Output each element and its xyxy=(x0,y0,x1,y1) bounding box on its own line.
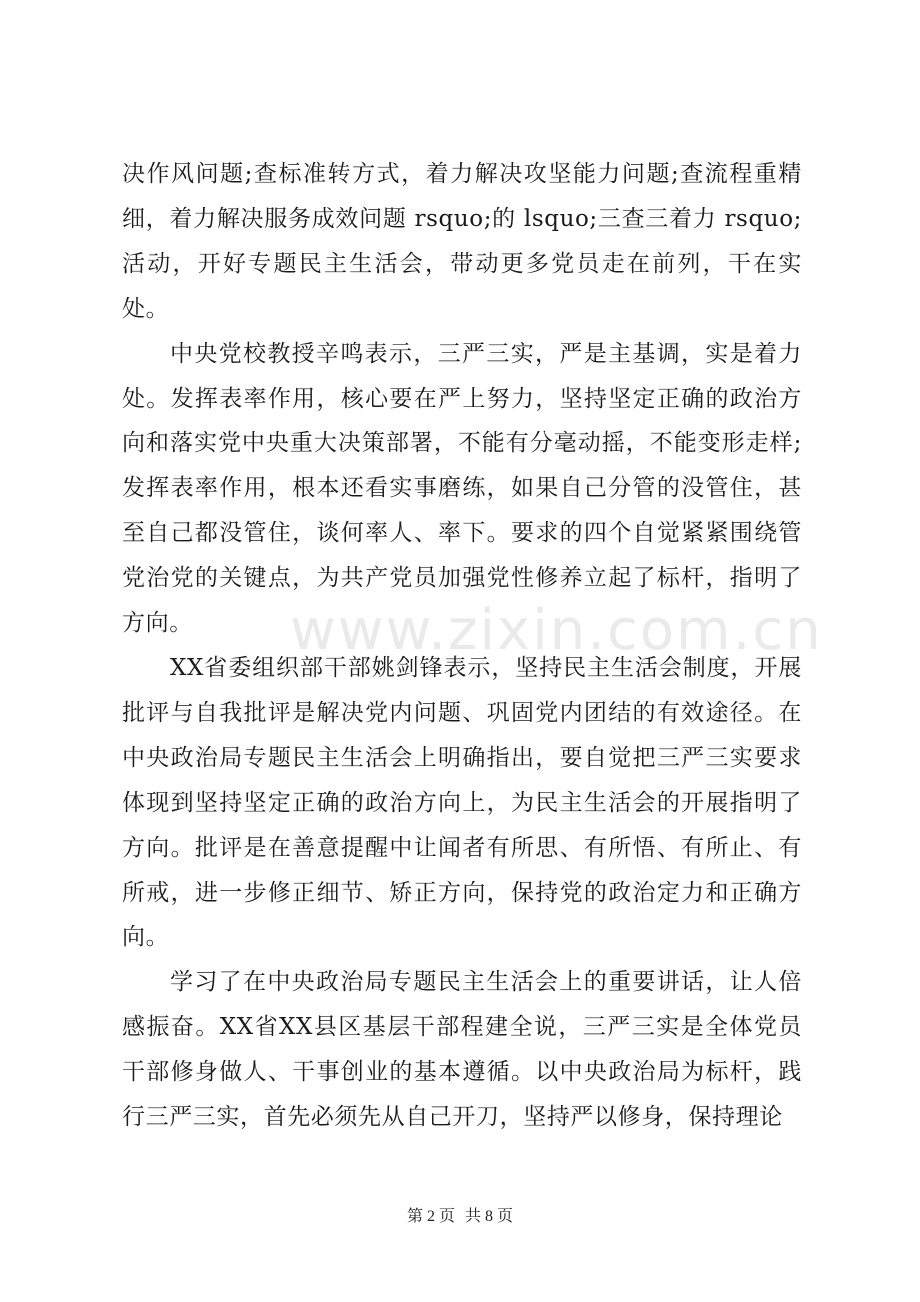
page-number: 第 2 页 xyxy=(406,1208,455,1225)
paragraph-xin-ming: 中央党校教授辛鸣表示，三严三实，严是主基调，实是着力处。发挥表率作用，核心要在严上努力，坚持坚定正确的政治方向和落实党中央重大决策部署，不能有分毫动摇，不能变形走样;发挥表率作用，根本还看实事磨练，如果自己分管的没管住，甚至自己都没管住，谈何率人、率下。要求的四个自觉紧紧围绕管党治党的关键点，为共产党员加强党性修养立起了标杆，指明了方向。 xyxy=(122,340,802,637)
paragraph-yao-jianfeng: XX省委组织部干部姚剑锋表示，坚持民主生活会制度，开展批评与自我批评是解决党内问题、巩固党内团结的有效途径。在中央政治局专题民主生活会上明确指出，要自觉把三严三实要求体现到坚持坚定正确的政治方向上，为民主生活会的开展指明了方向。批评是在善意提醒中让闻者有所思、有所悟、有所止、有所戒，进一步修正细节、矫正方向，保持党的政治定力和正确方向。 xyxy=(122,654,802,951)
page-footer xyxy=(0,1203,920,1226)
page-total: 共 8 页 xyxy=(465,1208,514,1225)
watermark-text: www.zixin.com.cn xyxy=(290,598,823,663)
document-body xyxy=(122,152,802,1140)
paragraph-cheng-jianquan: 学习了在中央政治局专题民主生活会上的重要讲话，让人倍感振奋。XX省XX县区基层干部程建全说，三严三实是全体党员干部修身做人、干事创业的基本遵循。以中央政治局为标杆，践行三严三实，首先必须先从自己开刀，坚持严以修身，保持理论 xyxy=(122,969,802,1131)
paragraph-continuation: 决作风问题;查标准转方式，着力解决攻坚能力问题;查流程重精细，着力解决服务成效问题 rsquo;的 lsquo;三查三着力 rsquo;活动，开好专题民主生活会，带动更多党员走在前列，干在实处。 xyxy=(122,161,802,322)
